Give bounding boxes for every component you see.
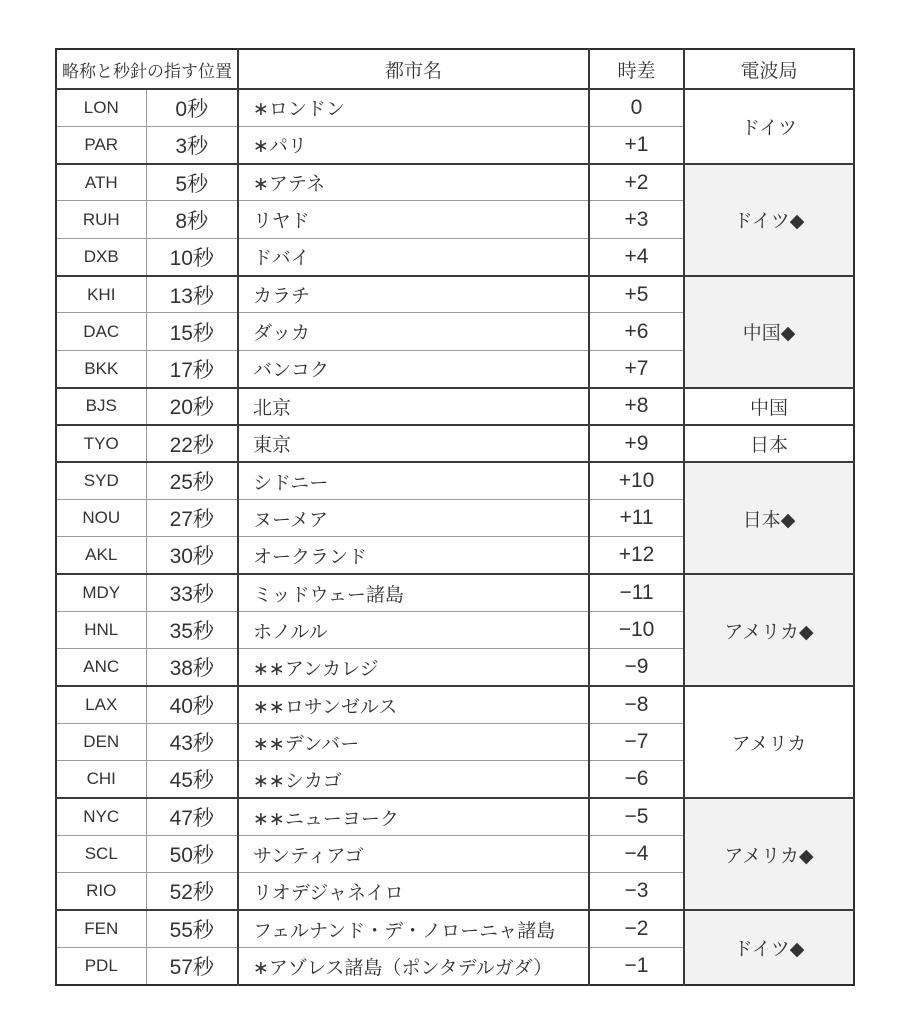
table-row xyxy=(56,388,854,425)
offset-cell: +6 xyxy=(589,313,684,350)
offset-cell: +9 xyxy=(589,425,684,462)
offset-cell: −10 xyxy=(589,612,684,649)
abbr-cell: HNL xyxy=(56,612,146,649)
station-cell: アメリカ xyxy=(684,686,854,798)
abbr-cell: SCL xyxy=(56,836,146,873)
seconds-cell: 30秒 xyxy=(146,537,238,574)
offset-cell: +4 xyxy=(589,238,684,275)
header-station: 電波局 xyxy=(684,49,854,89)
city-cell: ミッドウェー諸島 xyxy=(238,574,589,611)
city-cell: ∗パリ xyxy=(238,126,589,163)
seconds-cell: 25秒 xyxy=(146,462,238,499)
abbr-cell: DXB xyxy=(56,238,146,275)
seconds-cell: 40秒 xyxy=(146,686,238,723)
city-cell: ヌーメア xyxy=(238,500,589,537)
abbr-cell: RIO xyxy=(56,873,146,910)
offset-cell: +5 xyxy=(589,276,684,313)
station-cell: 中国 xyxy=(684,388,854,425)
city-cell: リヤド xyxy=(238,201,589,238)
city-cell: フェルナンド・デ・ノローニャ諸島 xyxy=(238,910,589,947)
city-cell: ∗∗ロサンゼルス xyxy=(238,686,589,723)
city-cell: カラチ xyxy=(238,276,589,313)
offset-cell: +2 xyxy=(589,164,684,201)
city-cell: ∗アテネ xyxy=(238,164,589,201)
station-cell: 日本 xyxy=(684,425,854,462)
abbr-cell: PDL xyxy=(56,948,146,985)
offset-cell: −3 xyxy=(589,873,684,910)
station-cell: ドイツ◆ xyxy=(684,164,854,276)
abbr-cell: ANC xyxy=(56,649,146,686)
city-cell: シドニー xyxy=(238,462,589,499)
seconds-cell: 55秒 xyxy=(146,910,238,947)
seconds-cell: 22秒 xyxy=(146,425,238,462)
abbr-cell: RUH xyxy=(56,201,146,238)
seconds-cell: 17秒 xyxy=(146,350,238,387)
station-cell: アメリカ◆ xyxy=(684,574,854,686)
station-cell: アメリカ◆ xyxy=(684,798,854,910)
seconds-cell: 57秒 xyxy=(146,948,238,985)
header-offset: 時差 xyxy=(589,49,684,89)
offset-cell: −7 xyxy=(589,724,684,761)
seconds-cell: 33秒 xyxy=(146,574,238,611)
abbr-cell: SYD xyxy=(56,462,146,499)
seconds-cell: 27秒 xyxy=(146,500,238,537)
city-cell: リオデジャネイロ xyxy=(238,873,589,910)
seconds-cell: 13秒 xyxy=(146,276,238,313)
abbr-cell: MDY xyxy=(56,574,146,611)
seconds-cell: 43秒 xyxy=(146,724,238,761)
seconds-cell: 45秒 xyxy=(146,761,238,798)
abbr-cell: KHI xyxy=(56,276,146,313)
abbr-cell: FEN xyxy=(56,910,146,947)
offset-cell: +8 xyxy=(589,388,684,425)
offset-cell: −9 xyxy=(589,649,684,686)
city-cell: サンティアゴ xyxy=(238,836,589,873)
table-row xyxy=(56,462,854,499)
table-row xyxy=(56,686,854,723)
abbr-cell: LAX xyxy=(56,686,146,723)
table-row xyxy=(56,798,854,835)
abbr-cell: BKK xyxy=(56,350,146,387)
abbr-cell: LON xyxy=(56,89,146,126)
offset-cell: −6 xyxy=(589,761,684,798)
city-cell: ∗∗デンバー xyxy=(238,724,589,761)
city-cell: ドバイ xyxy=(238,238,589,275)
seconds-cell: 35秒 xyxy=(146,612,238,649)
abbr-cell: ATH xyxy=(56,164,146,201)
offset-cell: 0 xyxy=(589,89,684,126)
table-row xyxy=(56,910,854,947)
city-cell: ∗ロンドン xyxy=(238,89,589,126)
abbr-cell: CHI xyxy=(56,761,146,798)
offset-cell: −1 xyxy=(589,948,684,985)
city-cell: ∗∗ニューヨーク xyxy=(238,798,589,835)
city-cell: ∗アゾレス諸島（ポンタデルガダ） xyxy=(238,948,589,985)
city-cell: ホノルル xyxy=(238,612,589,649)
city-cell: オークランド xyxy=(238,537,589,574)
seconds-cell: 52秒 xyxy=(146,873,238,910)
city-cell: ダッカ xyxy=(238,313,589,350)
station-cell: 中国◆ xyxy=(684,276,854,388)
offset-cell: −4 xyxy=(589,836,684,873)
seconds-cell: 5秒 xyxy=(146,164,238,201)
seconds-cell: 47秒 xyxy=(146,798,238,835)
offset-cell: +7 xyxy=(589,350,684,387)
seconds-cell: 3秒 xyxy=(146,126,238,163)
header-city: 都市名 xyxy=(238,49,589,89)
city-cell: ∗∗アンカレジ xyxy=(238,649,589,686)
abbr-cell: NOU xyxy=(56,500,146,537)
world-time-table xyxy=(55,48,855,986)
seconds-cell: 20秒 xyxy=(146,388,238,425)
city-cell: バンコク xyxy=(238,350,589,387)
station-cell: 日本◆ xyxy=(684,462,854,574)
table-row xyxy=(56,425,854,462)
abbr-cell: AKL xyxy=(56,537,146,574)
table-row xyxy=(56,574,854,611)
abbr-cell: DAC xyxy=(56,313,146,350)
offset-cell: +12 xyxy=(589,537,684,574)
abbr-cell: TYO xyxy=(56,425,146,462)
offset-cell: −2 xyxy=(589,910,684,947)
seconds-cell: 10秒 xyxy=(146,238,238,275)
city-cell: 北京 xyxy=(238,388,589,425)
seconds-cell: 38秒 xyxy=(146,649,238,686)
station-cell: ドイツ xyxy=(684,89,854,164)
offset-cell: −11 xyxy=(589,574,684,611)
offset-cell: −5 xyxy=(589,798,684,835)
table-row xyxy=(56,164,854,201)
city-cell: 東京 xyxy=(238,425,589,462)
station-cell: ドイツ◆ xyxy=(684,910,854,985)
seconds-cell: 50秒 xyxy=(146,836,238,873)
offset-cell: +11 xyxy=(589,500,684,537)
offset-cell: −8 xyxy=(589,686,684,723)
header-row xyxy=(56,49,854,89)
abbr-cell: DEN xyxy=(56,724,146,761)
seconds-cell: 0秒 xyxy=(146,89,238,126)
city-cell: ∗∗シカゴ xyxy=(238,761,589,798)
table-row xyxy=(56,276,854,313)
offset-cell: +10 xyxy=(589,462,684,499)
table-row xyxy=(56,89,854,126)
offset-cell: +1 xyxy=(589,126,684,163)
seconds-cell: 8秒 xyxy=(146,201,238,238)
abbr-cell: BJS xyxy=(56,388,146,425)
offset-cell: +3 xyxy=(589,201,684,238)
header-abbrev-position: 略称と秒針の指す位置 xyxy=(56,49,238,89)
abbr-cell: PAR xyxy=(56,126,146,163)
seconds-cell: 15秒 xyxy=(146,313,238,350)
abbr-cell: NYC xyxy=(56,798,146,835)
